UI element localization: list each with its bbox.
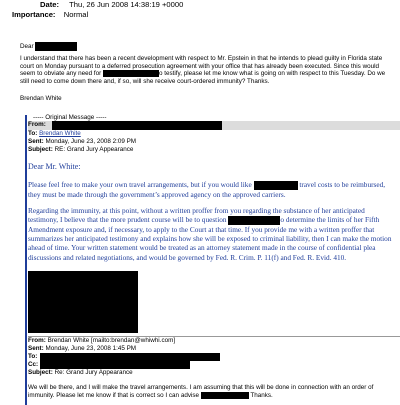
redaction-block — [40, 361, 190, 369]
redaction-block — [254, 181, 298, 190]
subject-label: Subject: — [28, 146, 53, 153]
importance-line — [12, 10, 88, 19]
importance-value: Normal — [63, 10, 89, 19]
top-message-body: I understand that there has been a recent development with respect to Mr. Epstein in that he intends to plead guilty in Florida state court on Monday pursuant to a deferred prosecution agreement with your office that has already been executed. Since this would seem to obviate any need for o testify, please let me know what is going on with respect to this Tuesday. Do we still need to come down there and, if so, will she receive court-ordered immunity? Thanks. — [20, 55, 386, 85]
subject-value: RE: Grand Jury Appearance — [54, 146, 134, 153]
original-message-divider: ----- Original Message ----- — [33, 114, 107, 121]
to-row — [28, 130, 81, 138]
redaction-block — [201, 392, 249, 399]
from-label: From: — [28, 121, 46, 128]
paragraph-immunity: Regarding the immunity, at this point, without a written proffer from you regarding the substance of her anticipated testimony, I believe that the more prudent course will be to question o determine the limits of her Fifth Amendment exposure and, if necessary, to apply to the Court at that time. If you provide me with a written proffer that summarizes her anticipated testimony and explains how she will be exposed to criminal liability, then I can make the motion ahead of time. Your written statement would be treated as an attorney statement made in the course of confidential plea discussions and related negotiations, and would be governed by Fed. R. Crim. P. 11(f) and Fed. R. Evid. 410. — [28, 206, 392, 262]
redaction-block — [35, 42, 77, 51]
reply-from-row — [28, 337, 175, 345]
redaction-block — [228, 216, 280, 225]
reply-from-value: Brendan White [mailto:brendan@whiwhi.com] — [47, 337, 176, 344]
date-value: Thu, 26 Jun 2008 14:38:19 +0000 — [69, 0, 184, 9]
importance-label: Importance: — [12, 10, 56, 19]
reply-subject-value: Re: Grand Jury Appearance — [54, 369, 133, 376]
reply-sent-value: Monday, June 23, 2008 1:45 PM — [45, 345, 137, 352]
to-link[interactable]: Brendan White — [39, 130, 81, 137]
reply-cc-row — [28, 361, 38, 369]
reply-sent-label: Sent: — [28, 345, 44, 352]
reply-to-row — [28, 353, 37, 361]
sent-label: Sent: — [28, 138, 44, 145]
reply-to-label: To: — [28, 353, 38, 360]
reply-sent-row — [28, 345, 136, 353]
signature: Brendan White — [20, 95, 62, 102]
reply-from-label: From: — [28, 337, 46, 344]
redaction-block-large — [28, 271, 138, 333]
redaction-block — [40, 353, 220, 361]
redaction-block — [52, 121, 222, 130]
reply-subject-row — [28, 369, 133, 377]
paragraph-travel: Please feel free to make your own travel arrangements, but if you would like travel costs to be reimbursed, they must be made through the government’s approved agency on the approved carriers. — [28, 180, 386, 199]
sent-row — [28, 138, 136, 146]
date-line — [40, 0, 183, 9]
greeting: Dear Mr. White: — [28, 162, 81, 171]
date-label: Date: — [40, 0, 59, 9]
from-row — [28, 121, 400, 130]
salutation-line — [20, 42, 77, 51]
subject-row — [28, 146, 133, 154]
reply-subject-label: Subject: — [28, 369, 53, 376]
redaction-block — [103, 70, 159, 77]
to-label: To: — [28, 130, 38, 137]
reply-cc-label: Cc: — [28, 361, 39, 368]
salutation: Dear — [20, 43, 34, 51]
sent-value: Monday, June 23, 2008 2:09 PM — [45, 138, 137, 145]
reply-body: We will be there, and I will make the travel arrangements. I am assuming that this will be done in connection with an order of immunity. Please let me know if that is correct so I can advise Thanks. — [28, 384, 374, 399]
